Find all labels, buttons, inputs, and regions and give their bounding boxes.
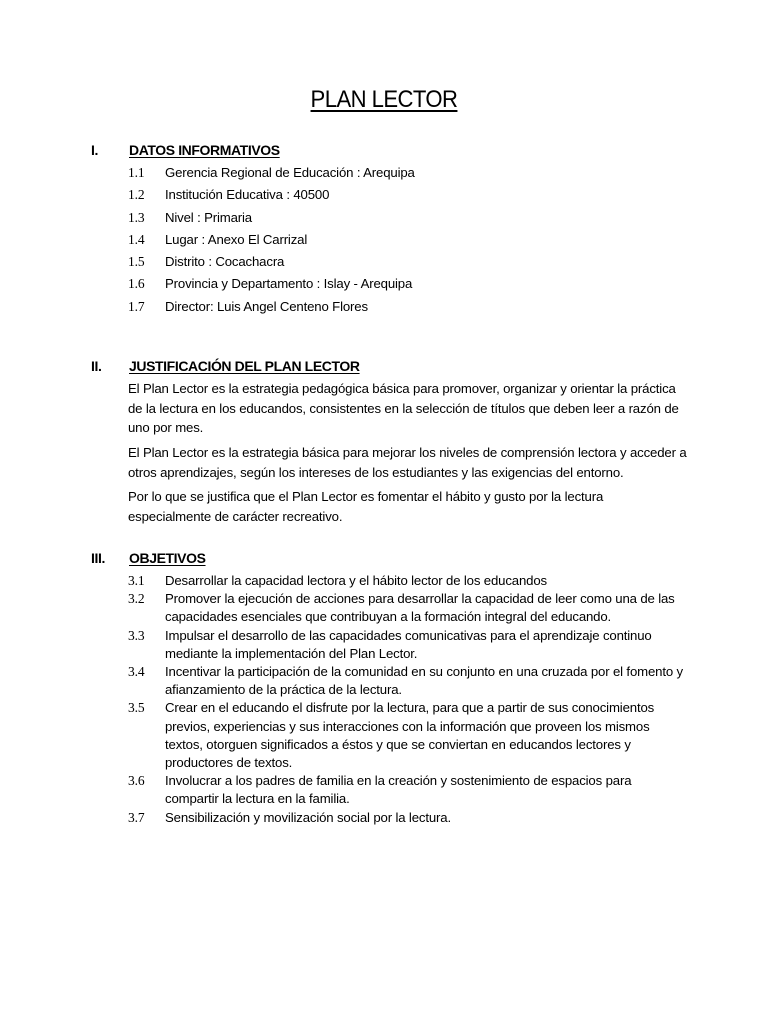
- page-title: PLAN LECTOR: [310, 86, 458, 113]
- list-item: [128, 663, 688, 699]
- objetivos-list: [128, 572, 688, 827]
- section-heading-datos: [91, 142, 280, 158]
- item-text: Impulsar el desarrollo de las capacidades comunicativas para el aprendizaje continuo mediante la implementación del Plan Lector.: [165, 627, 652, 661]
- justification-paragraph: Por lo que se justifica que el Plan Lector es fomentar el hábito y gusto por la lectura especialmente de carácter recreativo.: [128, 489, 604, 524]
- justification-paragraph: El Plan Lector es la estrategia pedagógica básica para promover, organizar y orientar la práctica de la lectura en los educandos, consistentes en la selección de títulos que deben leer a razón de uno por mes.: [128, 381, 679, 435]
- item-text: Gerencia Regional de Educación : Arequipa: [165, 165, 415, 180]
- item-text: Distrito : Cocachacra: [165, 254, 285, 270]
- item-text: Director: Luis Angel Centeno Flores: [165, 298, 368, 314]
- list-item: [128, 207, 415, 229]
- list-item: [128, 162, 415, 184]
- list-item: [128, 251, 415, 273]
- list-item: [128, 772, 688, 808]
- item-number: 3.6: [128, 773, 145, 789]
- list-item: [128, 699, 688, 772]
- section-heading-justificacion: [91, 358, 360, 374]
- section-title: DATOS INFORMATIVOS: [129, 142, 280, 158]
- datos-list: [128, 162, 415, 318]
- item-text: Provincia y Departamento : Islay - Arequipa: [165, 276, 413, 292]
- list-item: [128, 229, 415, 251]
- item-text: Involucrar a los padres de familia en la creación y sostenimiento de espacios para compartir la lectura en la familia.: [165, 773, 632, 807]
- item-number: 3.3: [128, 627, 145, 643]
- item-text: Institución Educativa : 40500: [165, 187, 330, 203]
- item-number: 1.7: [128, 298, 145, 314]
- item-number: 1.3: [128, 209, 145, 225]
- list-item: [128, 590, 688, 626]
- item-number: 1.2: [128, 187, 145, 203]
- item-number: 1.5: [128, 254, 145, 270]
- item-number: 3.1: [128, 573, 145, 588]
- item-text: Crear en el educando el disfrute por la lectura, para que a partir de sus conocimientos previos, experiencias y sus interacciones con la información que proveen los mismos textos, otorguen significados a éstos y que se conviertan en educandos lectores y productores de textos.: [165, 700, 655, 771]
- item-number: 3.5: [128, 700, 145, 716]
- item-number: 1.4: [128, 231, 145, 247]
- item-text: Nivel : Primaria: [165, 209, 252, 225]
- item-text: Desarrollar la capacidad lectora y el hábito lector de los educandos: [165, 573, 547, 588]
- list-item: [128, 184, 415, 206]
- list-item: [128, 809, 688, 827]
- item-number: 3.7: [128, 809, 145, 825]
- section-number: II.: [91, 358, 102, 374]
- item-text: Promover la ejecución de acciones para desarrollar la capacidad de leer como una de las capacidades esenciales que contribuyan a la formación integral del educando.: [165, 591, 675, 625]
- section-number: III.: [91, 550, 105, 566]
- item-text: Sensibilización y movilización social por la lectura.: [165, 809, 451, 825]
- item-number: 3.2: [128, 591, 145, 607]
- section-title: OBJETIVOS: [129, 550, 206, 566]
- item-text: Lugar : Anexo El Carrizal: [165, 231, 308, 247]
- justification-paragraph: El Plan Lector es la estrategia básica para mejorar los niveles de comprensión lectora y acceder a otros aprendizajes, según los intereses de los estudiantes y las exigencias del entorno.: [128, 445, 687, 480]
- section-title: JUSTIFICACIÓN DEL PLAN LECTOR: [129, 358, 360, 374]
- list-item: [128, 273, 415, 295]
- section-number: I.: [91, 142, 98, 158]
- list-item: [128, 572, 688, 590]
- list-item: [128, 627, 688, 663]
- item-number: 3.4: [128, 664, 145, 680]
- section-heading-objetivos: [91, 550, 206, 566]
- item-number: 1.1: [128, 165, 145, 180]
- list-item: [128, 296, 415, 318]
- item-text: Incentivar la participación de la comunidad en su conjunto en una cruzada por el fomento y afianzamiento de la práctica de la lectura.: [165, 664, 683, 698]
- item-number: 1.6: [128, 276, 145, 292]
